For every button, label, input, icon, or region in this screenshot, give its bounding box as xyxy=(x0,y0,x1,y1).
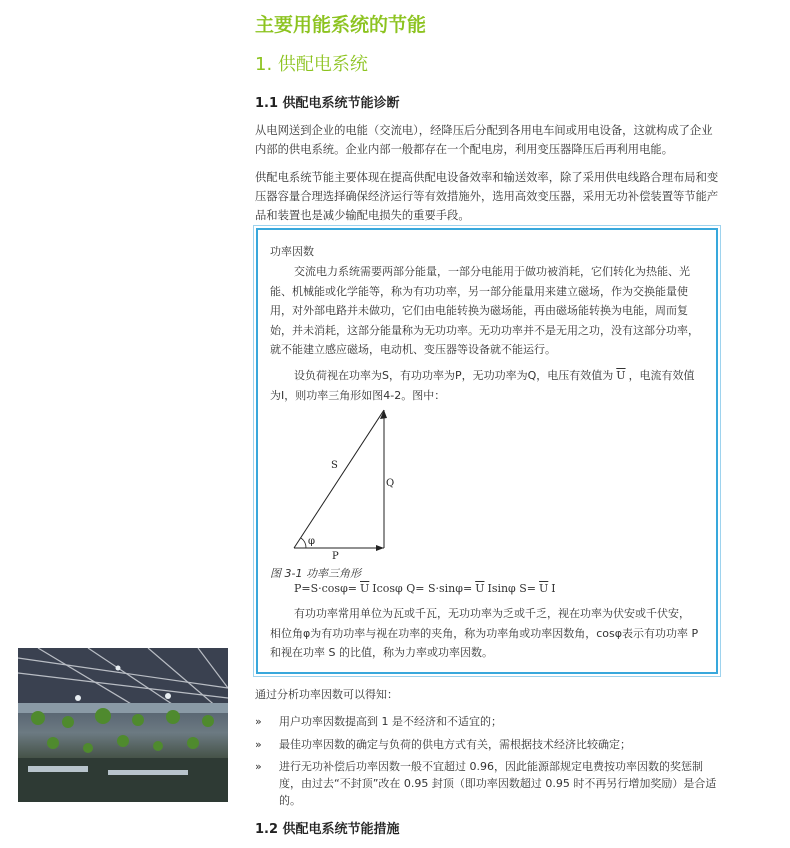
bullet-text: 进行无功补偿后功率因数一般不宜超过 0.96，因此能源部规定电费按功率因数的奖惩制度，由过去“不封顶”改在 0.95 封顶（即功率因数超过 0.95 时不再另行增加奖励）是合适的。 xyxy=(279,760,717,807)
bullet-text: 用户功率因数提高到 1 是不经济和不适宜的； xyxy=(279,715,502,728)
box-paragraph-reactive: 交流电力系统需要两部分能量，一部分电能用于做功被消耗，它们转化为热能、光能、机械能或化学能等，称为有功功率，另一部分能量用来建立磁场，作为交换能量使用，对外部电路并未做功，它们由电能转换为磁场能，再由磁场能转换为电能，周而复始，并未消耗，这部分能量称为无功功率。无功功率并不是无用之功，没有这部分功率，就不能建立感应磁场，电动机、变压器等设备就不能运行。 xyxy=(270,265,699,357)
angle-arc xyxy=(301,538,306,548)
factory-photo xyxy=(18,648,228,802)
list-item xyxy=(255,736,723,754)
subsection-heading-1-2: 1.2 供配电系统节能措施 xyxy=(255,822,400,837)
subsection-heading-1-1: 1.1 供配电系统节能诊断 xyxy=(255,96,400,111)
voltage-symbol: $\overline{U}$ xyxy=(616,369,626,382)
bullet-mark: » xyxy=(255,715,262,728)
page-title: 主要用能系统的节能 xyxy=(255,14,427,36)
list-item xyxy=(255,713,723,731)
box-paragraph-definitions: 设负荷视在功率为S，有功功率为P，无功功率为Q，电压有效值为 $\overline{U}$ ，电流有效值为I，则功率三角形如图4-2。图中： xyxy=(270,369,695,402)
list-item xyxy=(255,758,723,810)
label-phi: φ xyxy=(308,536,316,547)
power-formula: $P=S\cdot\cos\varphi= \overline{U}$ Icosφ $Q= S\cdot\sin\varphi= \overline{U}$ Isinφ $S= \overline{U}$ I xyxy=(294,582,556,595)
analysis-intro: 通过分析功率因数可以得知： xyxy=(255,688,398,701)
paragraph-efficiency: 供配电系统节能主要体现在提高供配电设备效率和输送效率，除了采用供电线路合理布局和变压器容量合理选择确保经济运行等有效措施外，选用高效变压器，采用无功补偿装置等节能产品和装置也是减少输配电损失的重要手段。 xyxy=(255,171,719,222)
section-heading: 1. 供配电系统 xyxy=(255,54,368,75)
box-heading: 功率因数 xyxy=(270,245,314,258)
label-p: P xyxy=(332,551,339,562)
bullet-text: 最佳功率因数的确定与负荷的供电方式有关，需根据技术经济比较确定； xyxy=(279,738,631,751)
horizontal-arrowhead xyxy=(376,545,384,551)
figure-caption: 图 3-1 功率三角形 xyxy=(270,567,361,580)
label-q: Q xyxy=(386,478,394,489)
power-factor-box xyxy=(256,228,718,674)
label-s: S xyxy=(331,460,338,471)
bullet-mark: » xyxy=(255,760,262,773)
paragraph-intro: 从电网送到企业的电能（交流电），经降压后分配到各用电车间或用电设备，这就构成了企业内部的供电系统。企业内部一般都存在一个配电房，利用变压器降压后再利用电能。 xyxy=(255,124,713,156)
hypotenuse-s-line xyxy=(294,410,384,548)
factory-photo-illustration xyxy=(18,648,228,802)
power-triangle-diagram xyxy=(284,406,394,562)
box-paragraph-units: 有功功率常用单位为瓦或千瓦，无功功率为乏或千乏，视在功率为伏安或千伏安，相位角φ为有功功率与视在功率的夹角，称为功率角或功率因数角，cosφ表示有功功率 P 和视在功率 S 的比值，称为力率或功率因数。 xyxy=(270,607,699,660)
bullet-mark: » xyxy=(255,738,262,751)
